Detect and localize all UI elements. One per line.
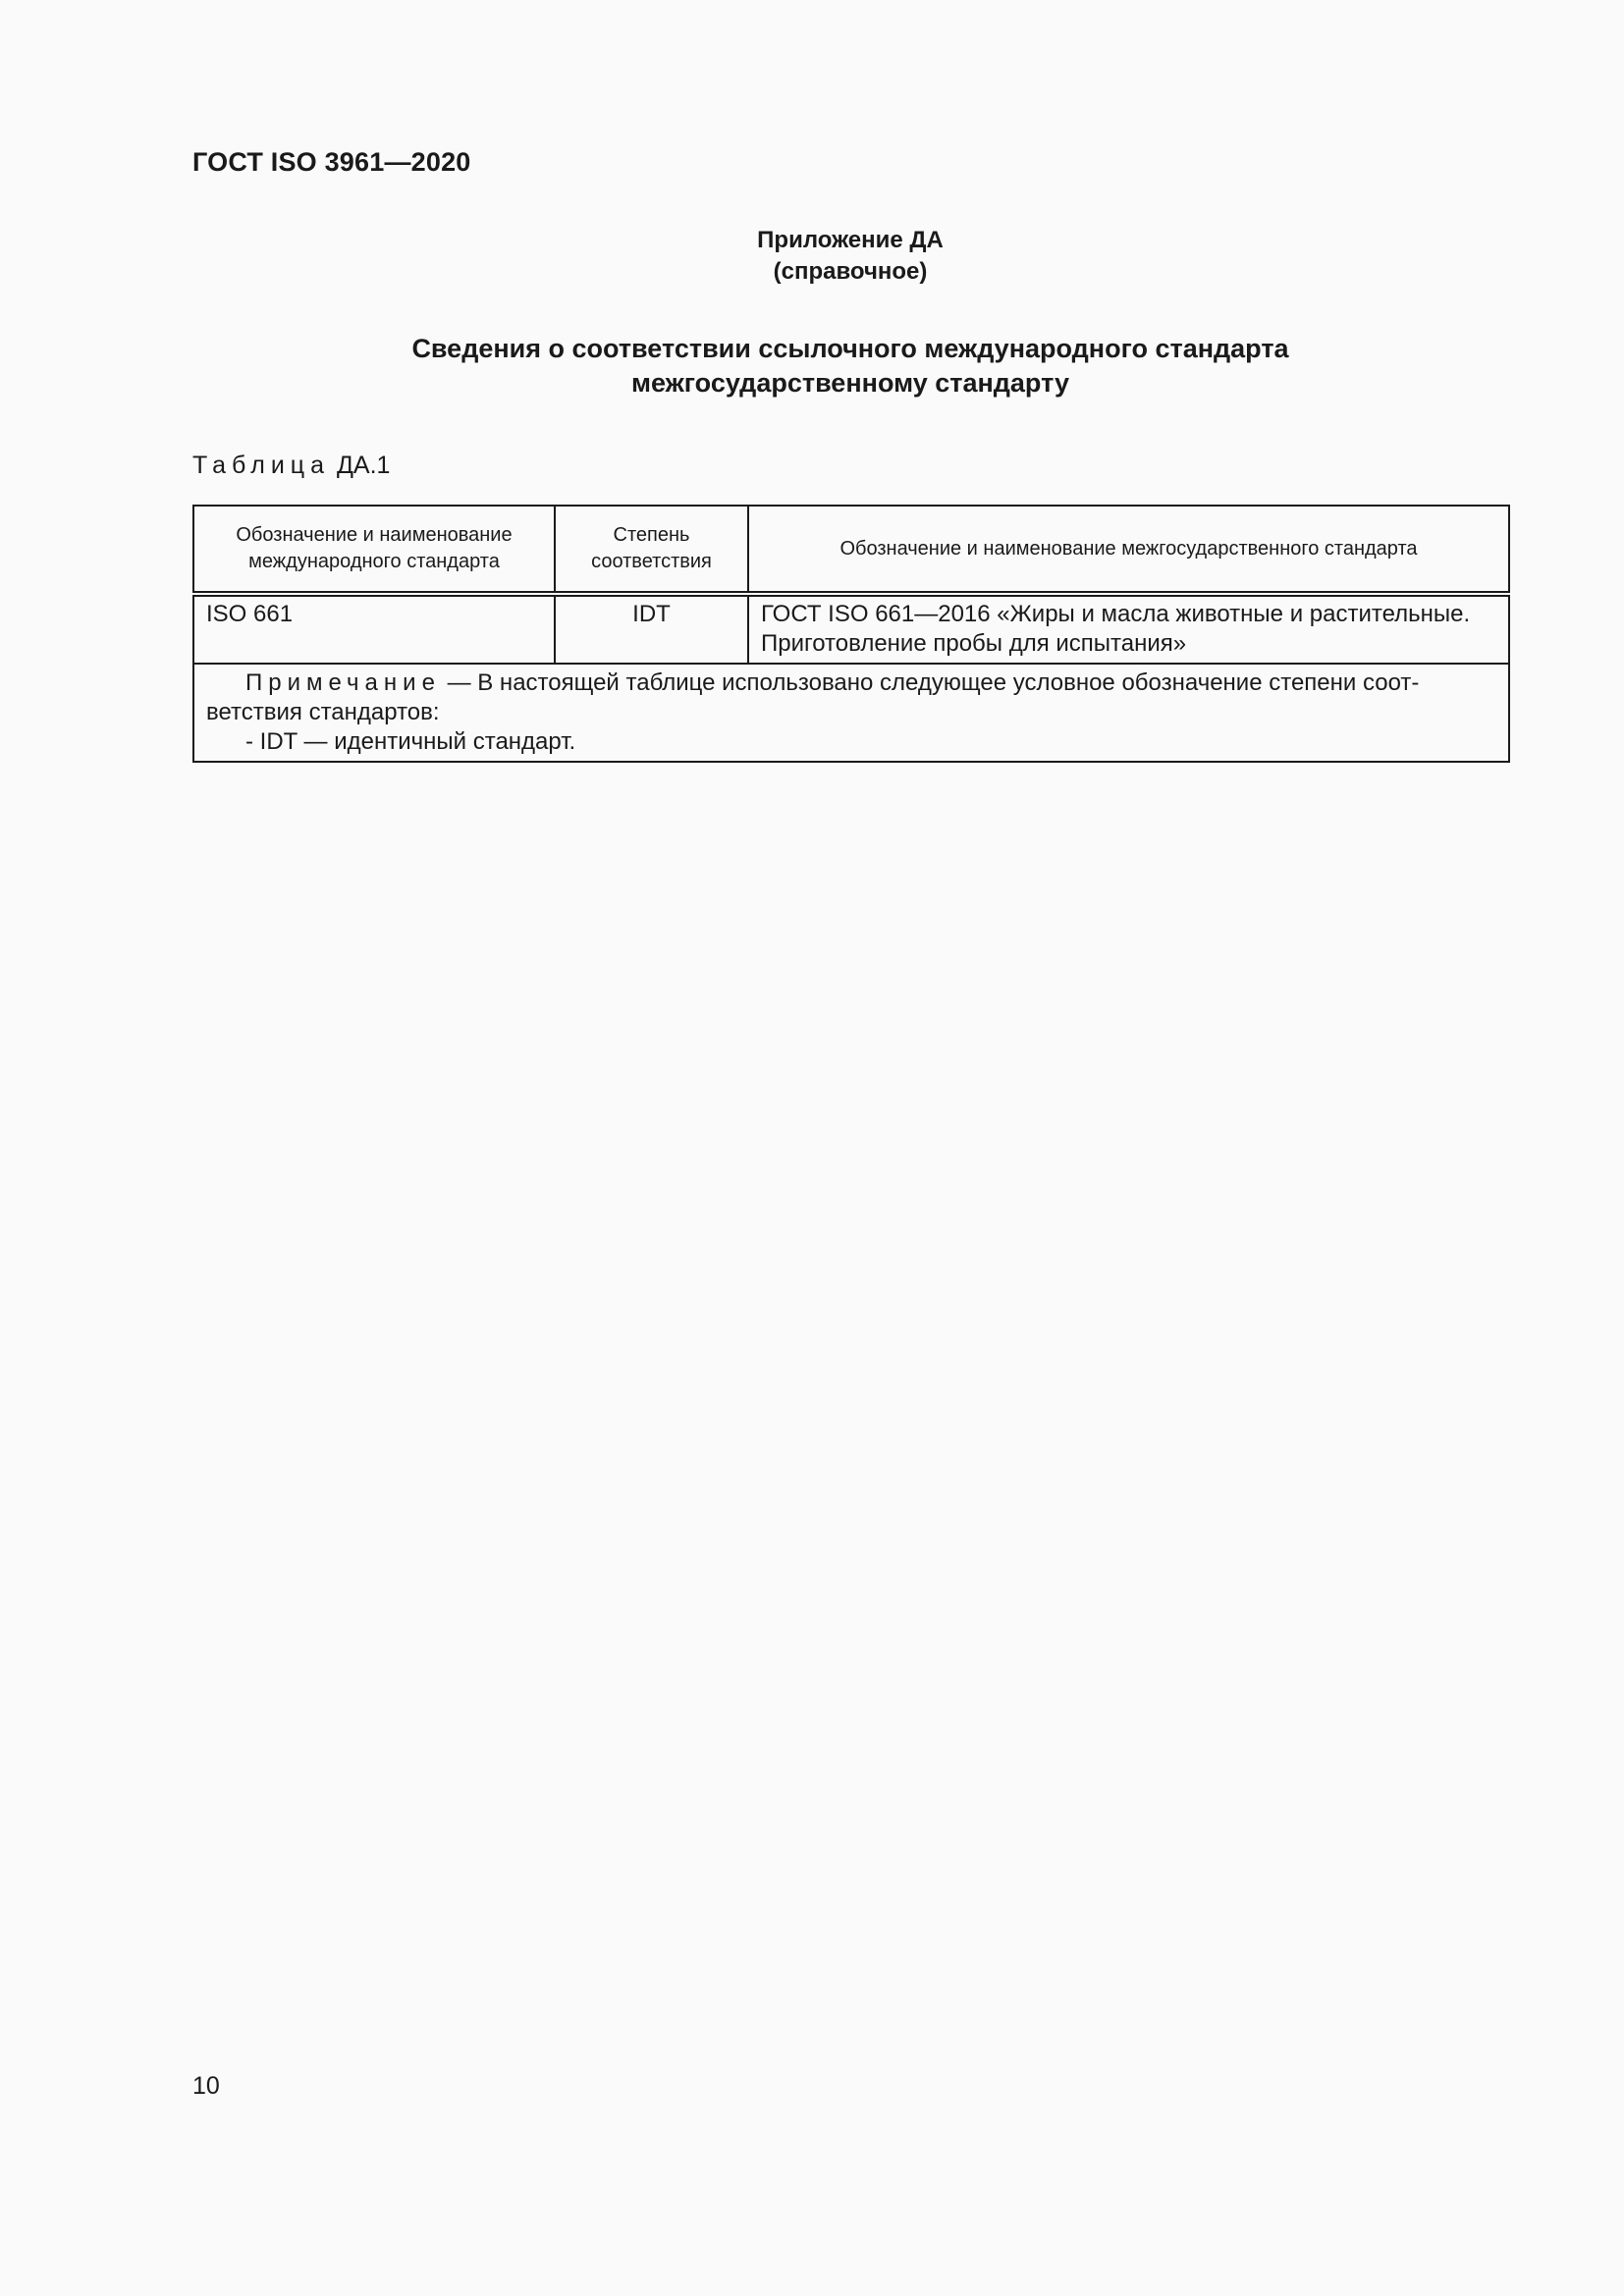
header-degree-of-correspondence: [555, 506, 748, 594]
cell-interstate-line-1: ГОСТ ISO 661—2016 «Жиры и масла животные и растительные.: [761, 601, 1471, 627]
table-note: [193, 664, 1509, 762]
note-item: - IDT — идентичный стандарт.: [245, 728, 576, 755]
cell-interstate-line-2: Приготовление пробы для испытания»: [761, 630, 1187, 657]
note-line-2: ветствия стандартов:: [206, 699, 440, 725]
header-international-line-1: Обозначение и наименование: [236, 524, 513, 546]
cell-international-standard: ISO 661: [193, 594, 555, 664]
document-code: ГОСТ ISO 3961—2020: [192, 147, 471, 177]
table-row: [193, 594, 1509, 664]
header-degree-line-2: соответствия: [591, 551, 712, 572]
table-caption-number: ДА.1: [336, 452, 391, 479]
header-interstate-standard: Обозначение и наименование межгосударственного стандарта: [748, 506, 1509, 594]
table-caption: [192, 452, 390, 480]
section-title: [192, 332, 1508, 400]
cell-degree: IDT: [555, 594, 748, 664]
annex-subtitle: (справочное): [773, 258, 928, 285]
section-title-line-1: Сведения о соответствии ссылочного международного стандарта: [411, 334, 1289, 363]
table-note-row: [193, 664, 1509, 762]
annex-title: Приложение ДА: [757, 227, 944, 253]
note-text-1: — В настоящей таблице использовано следующее условное обозначение степени соот-: [440, 669, 1420, 696]
header-international-line-2: международного стандарта: [248, 551, 500, 572]
table-header-row: [193, 506, 1509, 594]
cell-interstate-standard: [748, 594, 1509, 664]
standards-correspondence-table: [192, 505, 1510, 763]
page-number: 10: [192, 2072, 220, 2100]
header-international-standard: [193, 506, 555, 594]
annex-heading: [192, 225, 1508, 288]
note-line-1: [206, 668, 1498, 698]
header-degree-line-1: Степень: [613, 524, 690, 546]
note-label: Примечание: [245, 669, 441, 696]
table-caption-label: Таблица: [192, 452, 331, 479]
section-title-line-2: межгосударственному стандарту: [631, 368, 1069, 398]
